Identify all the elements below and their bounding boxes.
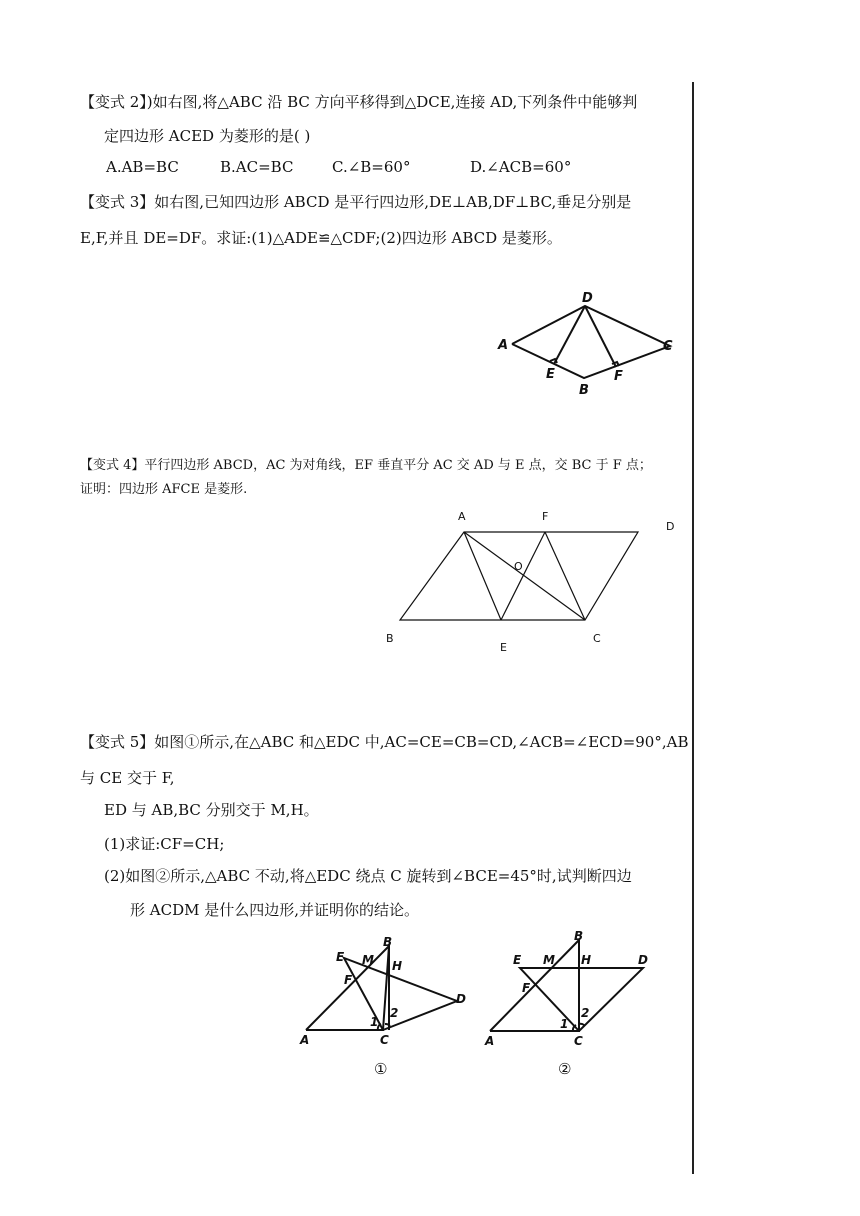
v3-question-line1: 【变式 3】如右图,已知四边形 ABCD 是平行四边形,DE⊥AB,DF⊥BC,垂足分别是 <box>80 193 632 211</box>
v4-question-line1: 【变式 4】平行四边形 ABCD，AC 为对角线，EF 垂直平分 AC 交 AD 与 E 点，交 BC 于 F 点； <box>80 458 652 473</box>
fig1-caption: ① <box>374 1060 388 1078</box>
fig1-label-d: D <box>456 992 466 1006</box>
v4-label-e: E <box>500 641 507 654</box>
fig1-label-e: E <box>336 950 345 964</box>
v5-question-line3: ED 与 AB,BC 分别交于 M,H。 <box>104 801 319 819</box>
fig2-caption: ② <box>558 1060 572 1078</box>
v5-question-line2: 与 CE 交于 F, <box>80 769 175 787</box>
fig2-label-b: B <box>574 929 584 943</box>
fig1-label-b: B <box>383 935 393 949</box>
fig1-label-2: 2 <box>390 1006 399 1020</box>
v4-label-b: B <box>386 632 394 645</box>
v5-question-part2-line1: (2)如图②所示,△ABC 不动,将△EDC 绕点 C 旋转到∠BCE=45°时,试判断四边 <box>104 867 632 885</box>
v3-rhombus-figure <box>490 288 690 400</box>
fig2-label-d: D <box>638 953 648 967</box>
v5-question-line1: 【变式 5】如图①所示,在△ABC 和△EDC 中,AC=CE=CB=CD,∠ACB=∠ECD=90°,AB <box>80 733 689 751</box>
fig1-label-f: F <box>344 973 353 987</box>
right-margin-rule <box>692 82 694 1174</box>
v4-question-line2: 证明：四边形 AFCE 是菱形. <box>80 482 248 497</box>
fig2-label-f: F <box>522 981 531 995</box>
fig2-label-e: E <box>513 953 522 967</box>
v3-label-b: B <box>579 383 589 398</box>
fig1-label-h: H <box>392 959 403 973</box>
v4-parallelogram-figure <box>380 506 680 654</box>
v4-label-d: D <box>666 520 675 533</box>
v4-label-o: O <box>514 560 523 573</box>
fig2-label-c: C <box>574 1034 583 1048</box>
v3-label-d: D <box>582 291 593 306</box>
v5-figure-2 <box>480 928 670 1078</box>
fig2-label-1: 1 <box>560 1017 569 1031</box>
v3-label-f: F <box>614 369 623 384</box>
v2-question-line1: 【变式 2】)如右图,将△ABC 沿 BC 方向平移得到△DCE,连接 AD,下列条件中能够判 <box>80 93 638 111</box>
v3-question-line2: E,F,并且 DE=DF。求证:(1)△ADE≌△CDF;(2)四边形 ABCD 是菱形。 <box>80 229 562 247</box>
fig2-label-h: H <box>581 953 592 967</box>
v2-option-b: B.AC=BC <box>220 158 294 176</box>
v3-label-a: A <box>498 338 509 353</box>
v5-question-part1: (1)求证:CF=CH; <box>104 835 225 853</box>
v2-option-c: C.∠B=60° <box>332 158 411 176</box>
v2-option-a: A.AB=BC <box>106 158 179 176</box>
v2-question-line2: 定四边形 ACED 为菱形的是( ) <box>104 127 311 145</box>
fig1-label-a: A <box>300 1033 310 1047</box>
fig2-label-m: M <box>543 953 555 967</box>
v4-label-a: A <box>458 510 466 523</box>
v4-label-c: C <box>593 632 601 645</box>
fig2-label-2: 2 <box>581 1006 590 1020</box>
fig2-label-a: A <box>485 1034 495 1048</box>
v2-option-d: D.∠ACB=60° <box>470 158 572 176</box>
fig1-label-1: 1 <box>370 1015 379 1029</box>
v4-label-f: F <box>542 510 549 523</box>
v3-label-e: E <box>546 367 555 382</box>
fig1-label-m: M <box>362 953 374 967</box>
v5-figure-1 <box>292 928 482 1078</box>
fig1-label-c: C <box>380 1033 389 1047</box>
v3-label-c: C <box>663 339 673 354</box>
v5-question-part2-line2: 形 ACDM 是什么四边形,并证明你的结论。 <box>130 901 420 919</box>
